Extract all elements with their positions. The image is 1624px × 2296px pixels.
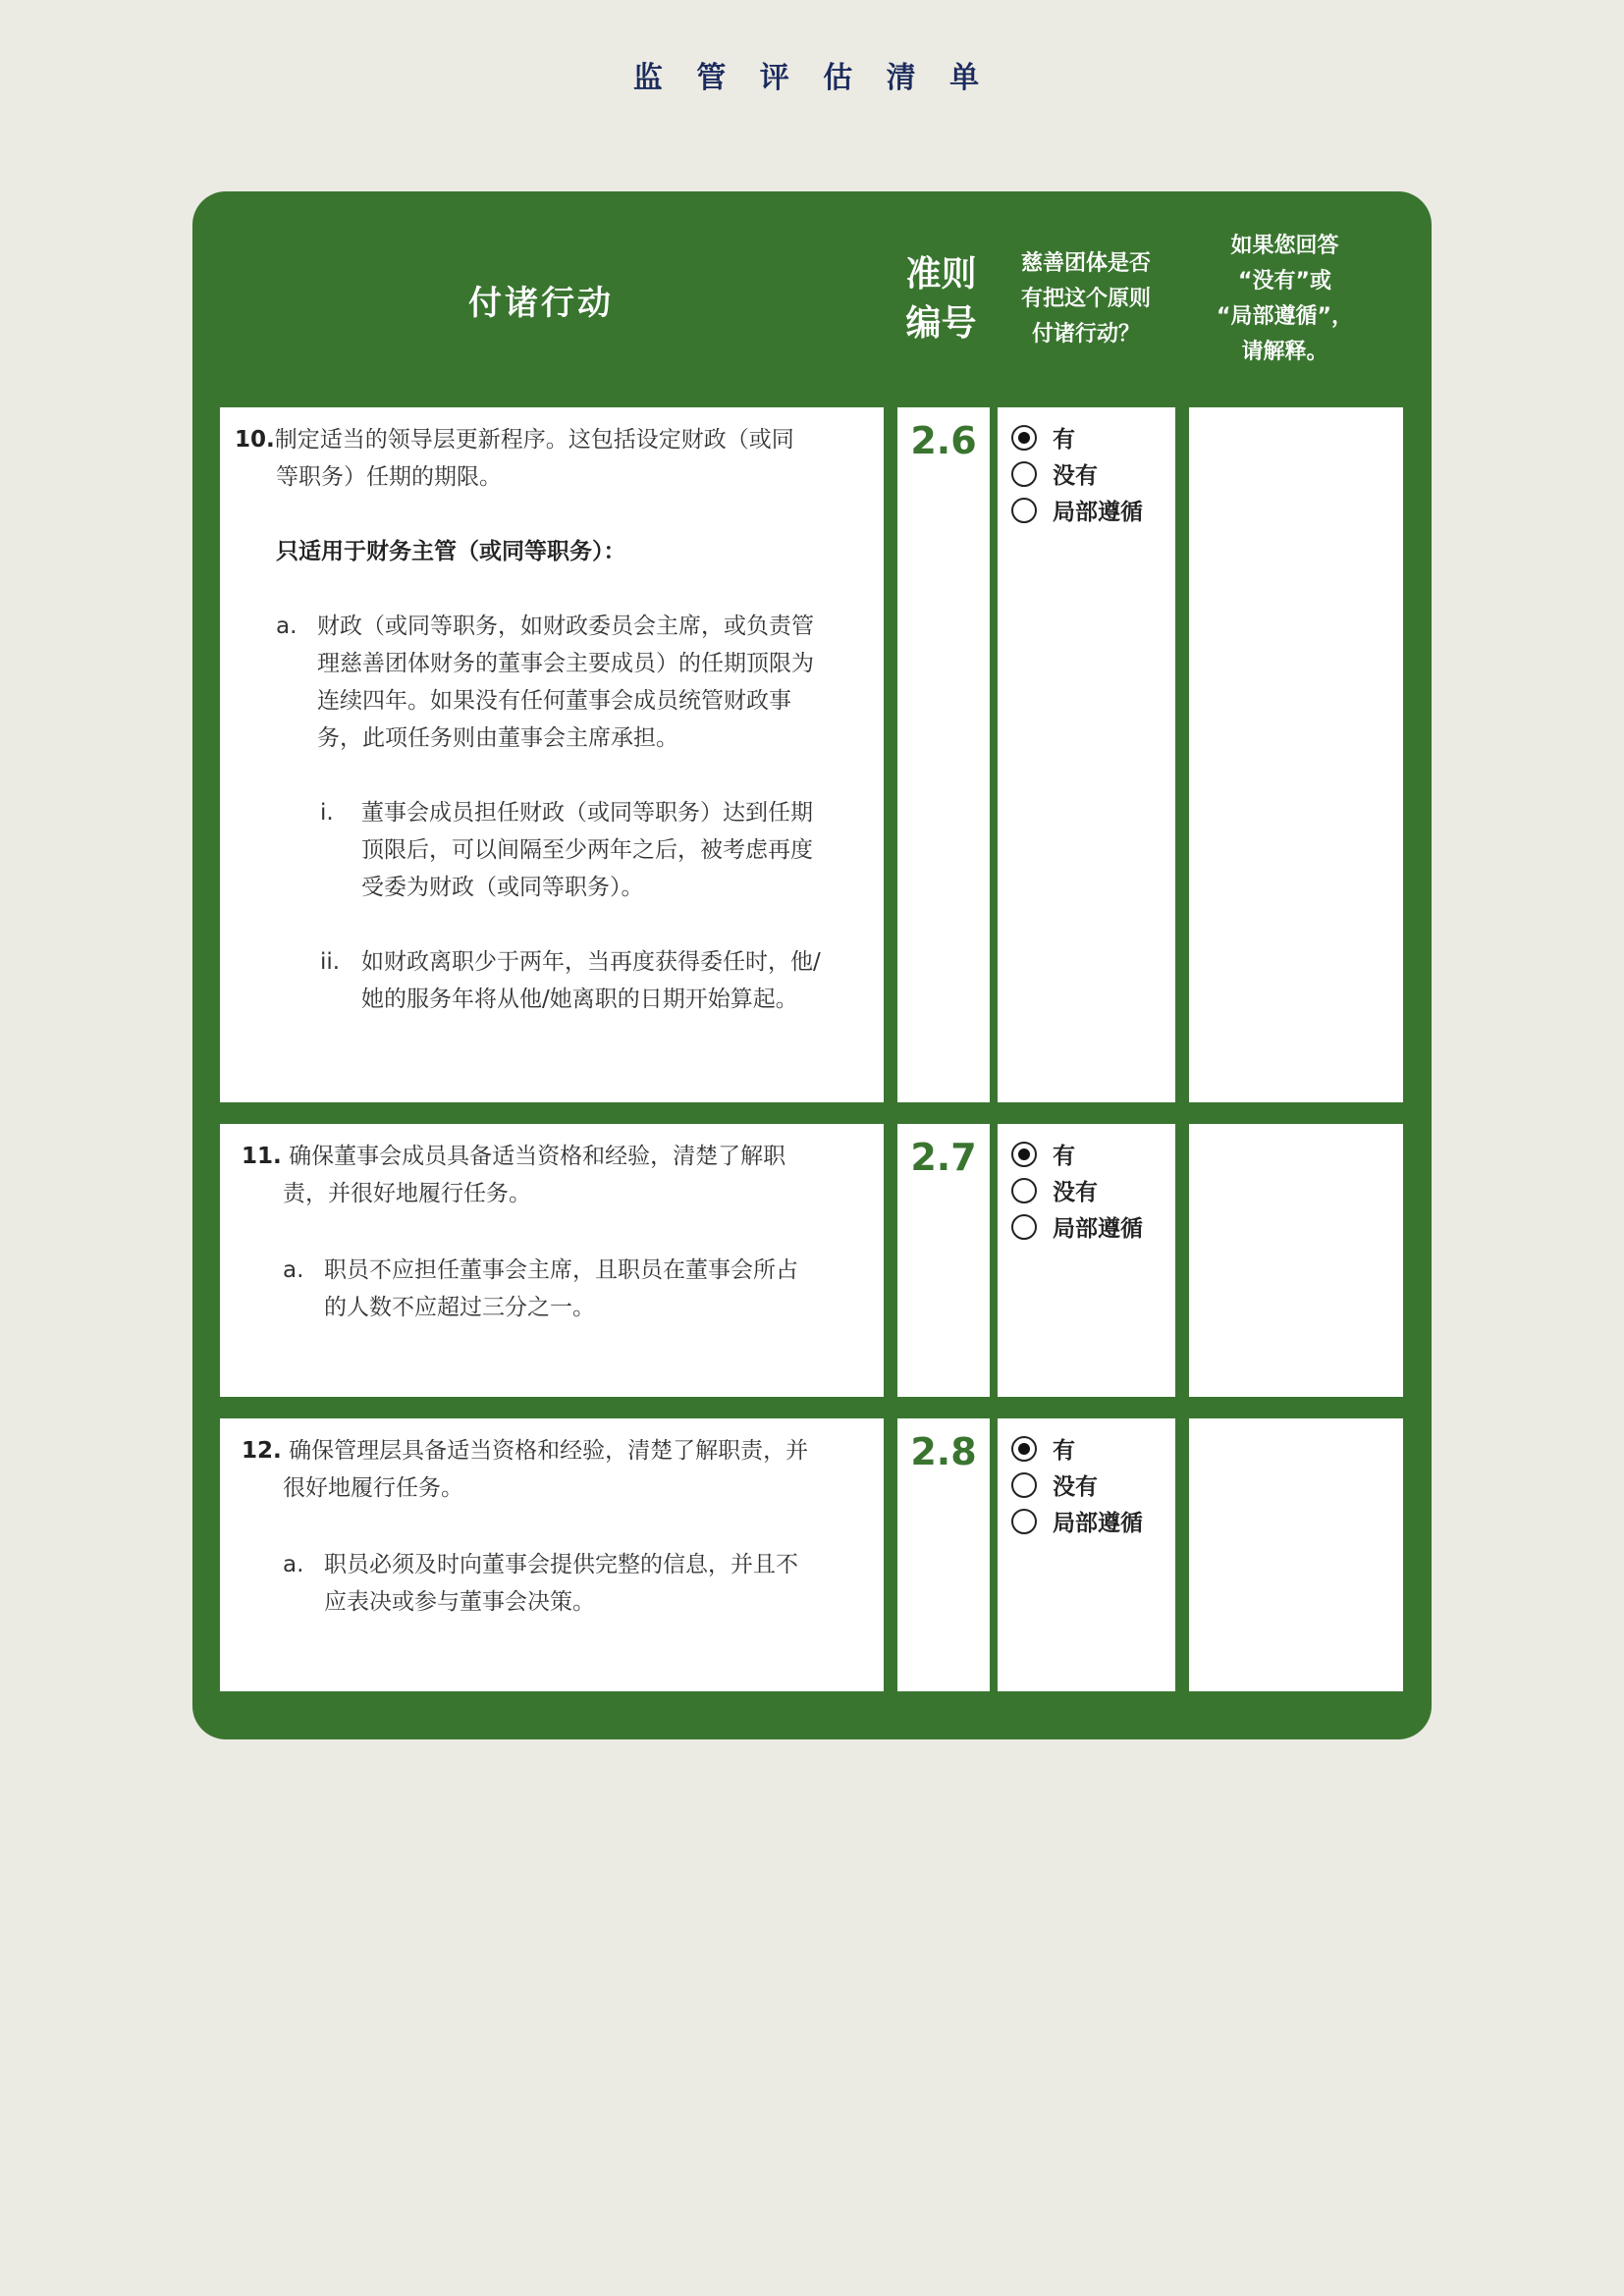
header-rule-number-line: 准则 (905, 254, 977, 294)
row-10-action-cell (220, 407, 884, 1102)
item-i-line: 董事会成员担任财政（或同等职务）达到任期 (361, 800, 813, 826)
row-12-main-line: 很好地履行任务。 (283, 1475, 463, 1501)
row-12-action-cell (220, 1418, 884, 1691)
row-11-main (242, 1138, 785, 1212)
row-11-main-line: 责，并很好地履行任务。 (283, 1181, 531, 1206)
option-yes[interactable] (1011, 1430, 1143, 1467)
row-12-explain-field[interactable] (1189, 1418, 1403, 1691)
row-10-options (1011, 419, 1143, 528)
header-action: 付诸行动 (468, 283, 614, 323)
rule-number: 2.6 (910, 419, 977, 462)
header-explain (1179, 191, 1390, 407)
item-ii-line: 她的服务年将从他/她离职的日期开始算起。 (361, 987, 798, 1012)
row-10-main (235, 421, 794, 496)
checklist-table (192, 191, 1432, 1739)
row-10-item-a (276, 608, 865, 757)
row-10-answer-cell (998, 407, 1175, 1102)
radio-selected-icon[interactable] (1011, 1436, 1037, 1462)
radio-icon[interactable] (1011, 1214, 1037, 1240)
header-question (993, 191, 1179, 407)
rule-number: 2.7 (910, 1136, 977, 1179)
row-12-main-line: 确保管理层具备适当资格和经验，清楚了解职责，并 (289, 1438, 809, 1464)
item-a-line: 职员不应担任董事会主席，且职员在董事会所占 (324, 1257, 798, 1283)
item-i-label: i. (320, 800, 334, 826)
option-no[interactable] (1011, 1467, 1143, 1503)
item-i-line: 受委为财政（或同等职务）。 (361, 875, 644, 900)
header-explain-line: 如果您回答 (1230, 234, 1339, 258)
item-a-label: a. (276, 614, 298, 639)
option-label: 没有 (1053, 463, 1098, 489)
option-yes[interactable] (1011, 419, 1143, 455)
item-a-line: 职员必须及时向董事会提供完整的信息，并且不 (324, 1552, 798, 1577)
row-12-answer-cell (998, 1418, 1175, 1691)
header-question-line: 慈善团体是否 (1020, 251, 1151, 276)
option-label: 有 (1053, 427, 1075, 453)
item-i-line: 顶限后，可以间隔至少两年之后，被考虑再度 (361, 837, 813, 863)
rule-number: 2.8 (910, 1430, 977, 1473)
option-no[interactable] (1011, 455, 1143, 492)
radio-icon[interactable] (1011, 1509, 1037, 1534)
row-10-number: 10. (235, 427, 275, 453)
item-ii-line: 如财政离职少于两年，当再度获得委任时，他/ (361, 949, 821, 975)
row-11-number: 11. (242, 1144, 282, 1169)
item-a-line: 应表决或参与董事会决策。 (324, 1589, 595, 1615)
option-label: 局部遵循 (1053, 1511, 1143, 1536)
row-10-item-i (320, 794, 870, 906)
header-rule-number-line: 编号 (905, 303, 977, 344)
row-11-item-a (283, 1252, 862, 1326)
radio-icon[interactable] (1011, 461, 1037, 487)
item-a-label: a. (283, 1552, 304, 1577)
option-yes[interactable] (1011, 1136, 1143, 1172)
row-11-rule-cell (897, 1124, 990, 1397)
header-explain-line: “局部遵循”， (1217, 304, 1353, 329)
row-10-rule-cell (897, 407, 990, 1102)
item-a-line: 连续四年。如果没有任何董事会成员统管财政事 (317, 688, 791, 714)
radio-selected-icon[interactable] (1011, 1142, 1037, 1167)
header-question-line: 有把这个原则 (1020, 287, 1151, 311)
row-12-item-a (283, 1546, 862, 1621)
row-10-explain-field[interactable] (1189, 407, 1403, 1102)
row-12-rule-cell (897, 1418, 990, 1691)
option-partial[interactable] (1011, 492, 1143, 528)
header-explain-line: 请解释。 (1241, 340, 1328, 364)
option-label: 局部遵循 (1053, 1216, 1143, 1242)
row-12-number: 12. (242, 1438, 282, 1464)
option-no[interactable] (1011, 1172, 1143, 1208)
option-partial[interactable] (1011, 1503, 1143, 1539)
row-10-subheading: 只适用于财务主管（或同等职务）： (276, 539, 626, 564)
row-10-item-ii (320, 943, 870, 1018)
option-label: 局部遵循 (1053, 500, 1143, 525)
row-11-options (1011, 1136, 1143, 1245)
radio-icon[interactable] (1011, 498, 1037, 523)
item-a-line: 理慈善团体财务的董事会主要成员）的任期顶限为 (317, 651, 814, 676)
option-partial[interactable] (1011, 1208, 1143, 1245)
option-label: 没有 (1053, 1180, 1098, 1205)
row-11-action-cell (220, 1124, 884, 1397)
row-11-answer-cell (998, 1124, 1175, 1397)
row-12-main (242, 1432, 808, 1507)
page-title: 监 管 评 估 清 单 (632, 61, 992, 95)
radio-icon[interactable] (1011, 1178, 1037, 1203)
row-10-main-line: 等职务）任期的期限。 (276, 464, 502, 490)
radio-icon[interactable] (1011, 1472, 1037, 1498)
header-rule-number (890, 191, 993, 407)
option-label: 有 (1053, 1144, 1075, 1169)
header-explain-line: “没有”或 (1238, 269, 1331, 294)
radio-selected-icon[interactable] (1011, 425, 1037, 451)
option-label: 没有 (1053, 1474, 1098, 1500)
item-a-line: 的人数不应超过三分之一。 (324, 1295, 595, 1320)
header-question-line: 付诸行动？ (1031, 322, 1140, 347)
item-a-label: a. (283, 1257, 304, 1283)
row-11-explain-field[interactable] (1189, 1124, 1403, 1397)
row-11-main-line: 确保董事会成员具备适当资格和经验，清楚了解职 (289, 1144, 786, 1169)
item-a-line: 财政（或同等职务，如财政委员会主席，或负责管 (317, 614, 814, 639)
item-ii-label: ii. (320, 949, 341, 975)
option-label: 有 (1053, 1438, 1075, 1464)
row-12-options (1011, 1430, 1143, 1539)
item-a-line: 务，此项任务则由董事会主席承担。 (317, 725, 678, 751)
row-10-main-line: 制定适当的领导层更新程序。这包括设定财政（或同 (274, 427, 794, 453)
